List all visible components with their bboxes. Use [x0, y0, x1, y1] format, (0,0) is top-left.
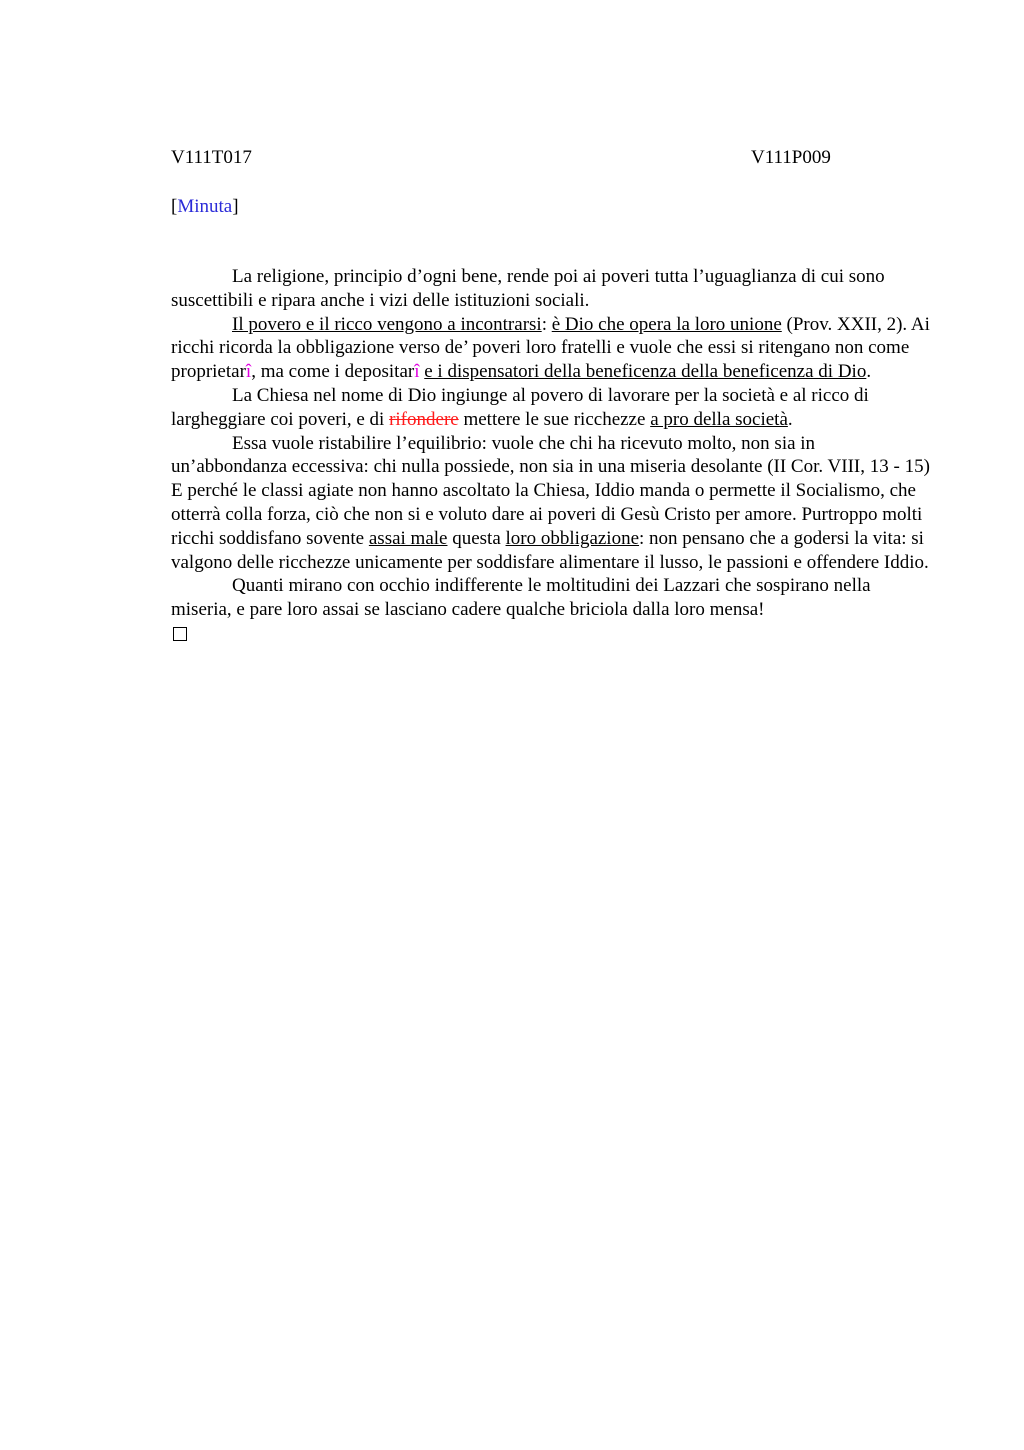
paragraph-2 [171, 313, 931, 384]
label-bracket-close: ] [232, 196, 239, 217]
underlined-phrase: Il povero e il ricco vengono a incontrarsi [232, 313, 542, 335]
paragraph-text: , ma come i depositar [251, 361, 415, 383]
paragraph-text: Essa vuole ristabilire l’equilibrio: vuole che chi ha ricevuto molto, non sia in un’abbondanza eccessiva: chi nulla possiede, non sia in una miseria desolante (II Cor. VIII, 13 - 15) E perché le classi agiate non hanno ascoltato la Chiesa, Iddio manda o permette il Socialismo, che otterrà colla forza, ciò che non si e voluto dare ai poveri di Gesù Cristo per amore. Purtroppo molti ricchi soddisfano sovente [171, 432, 930, 549]
underlined-phrase: e i dispensatori della beneficenza della beneficenza di Dio [424, 361, 867, 383]
document-code-left: V111T017 [171, 147, 252, 168]
document-label [171, 195, 931, 219]
paragraph-text: La religione, principio d’ogni bene, rende poi ai poveri tutta l’uguaglianza di cui sono suscettibili e ripara anche i vizi delle istituzioni sociali. [171, 266, 885, 311]
paragraph-1 [171, 265, 931, 313]
paragraph-5 [171, 574, 931, 622]
editorial-mark: î [245, 361, 252, 383]
underlined-phrase: assai male [368, 527, 448, 549]
paragraph-text: Quanti mirano con occhio indifferente le moltitudini dei Lazzari che sospirano nella miseria, e pare loro assai se lasciano cadere qualche briciola dalla loro mensa! [171, 575, 871, 621]
underlined-phrase: è Dio che opera la loro unione [551, 313, 782, 335]
paragraph-3 [171, 384, 931, 432]
document-header [171, 146, 931, 170]
editorial-mark: î [414, 361, 420, 383]
paragraph-text: : non pensano che a godersi la vita: si valgono delle ricchezze unicamente per soddisfare alimentare il lusso, le passioni e offendere Iddio. [171, 527, 929, 573]
underlined-phrase: loro obbligazione [505, 527, 640, 549]
paragraph-text: La Chiesa nel nome di Dio ingiunge al povero di lavorare per la società e al ricco di largheggiare coi poveri, e di [171, 384, 869, 430]
label-bracket-open: [ [171, 196, 178, 217]
end-of-text-box-icon [173, 627, 187, 641]
paragraph-text: . [866, 361, 872, 383]
paragraph-4 [171, 432, 931, 575]
paragraph-text: . [787, 408, 793, 430]
document-code-right: V111P009 [751, 147, 831, 168]
paragraph-text: : [541, 313, 552, 335]
paragraph-text: (Prov. XXII, 2). Ai ricchi ricorda la obbligazione verso de’ poveri loro fratelli e vuole che essi si ritengano non come proprietar [171, 313, 930, 383]
paragraph-text: mettere le sue ricchezze [458, 408, 651, 430]
label-word: Minuta [177, 196, 233, 217]
document-body [171, 265, 931, 641]
underlined-phrase: a pro della società [650, 408, 788, 430]
document-page [171, 146, 931, 641]
paragraph-text: questa [447, 527, 506, 549]
deleted-word: rifondere [389, 408, 459, 430]
